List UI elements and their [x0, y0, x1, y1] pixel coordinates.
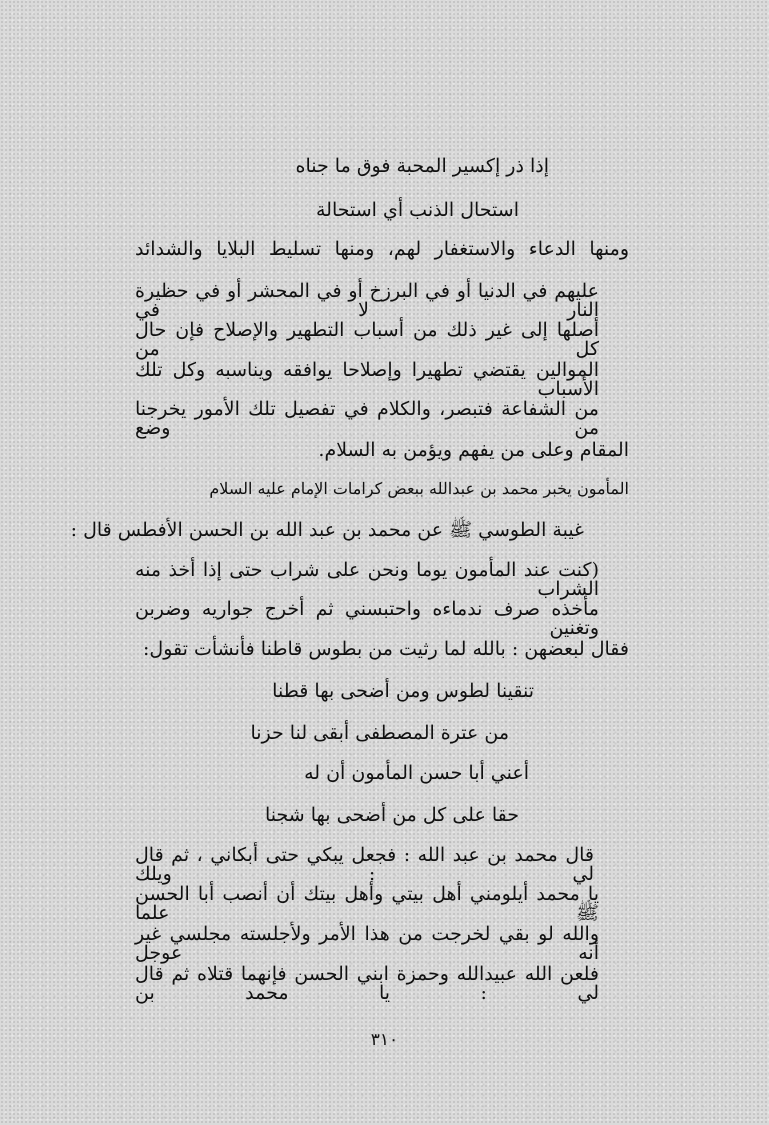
poem-verse-3: أعني أبا حسن المأمون أن له [304, 762, 529, 784]
text-line-21: فلعن الله عبيدالله وحمزة ابني الحسن فإنهما قتلاه ثم قال لي : يا محمد بن [135, 963, 599, 1004]
text-line-1: إذا ذر إكسير المحبة فوق ما جناه [295, 155, 549, 177]
text-line-7: من الشفاعة فتبصر، والكلام في تفصيل تلك الأمور يخرجنا من وضع [135, 398, 599, 439]
text-line-5: أصلها إلى غير ذلك من أسباب التطهير والإصلاح فإن حال كل من [135, 319, 599, 360]
page-number: ٣١٠ [370, 1030, 399, 1050]
text-line-3: ومنها الدعاء والاستغفار لهم، ومنها تسليط البلايا والشدائد [135, 238, 629, 260]
poem-verse-4: حقا على كل من أضحى بها شجنا [265, 804, 519, 826]
text-line-10: غيبة الطوسي ﷺ عن محمد بن عبد الله بن الحسن الأفطس قال : [70, 519, 584, 541]
poem-verse-1: تنقينا لطوس ومن أضحى بها قطنا [272, 680, 534, 702]
section-heading: المأمون يخبر محمد بن عبدالله ببعض كرامات الإمام عليه السلام [209, 479, 629, 498]
text-line-6: الموالين يقتضي تطهيرا وإصلاحا يوافقه ويناسبه وكل تلك الأسباب [135, 359, 599, 400]
text-line-19: يا محمد أيلومني أهل بيتي وأهل بيتك أن أنصب أبا الحسن ﷺ علما [135, 883, 599, 924]
text-line-13: فقال لبعضهن : بالله لما رثيت من بطوس قاطنا فأنشأت تقول: [143, 638, 629, 660]
text-line-12: مأخذه صرف ندماءه واحتبسني ثم أخرج جواريه وضربن وتغنين [135, 598, 599, 639]
text-line-8: المقام وعلى من يفهم ويؤمن به السلام. [318, 439, 629, 461]
text-line-18: قال محمد بن عبد الله : فجعل يبكي حتى أبكاني ، ثم قال لي : ويلك [135, 844, 594, 885]
text-line-4: عليهم في الدنيا أو في البرزخ أو في المحشر أو في حظيرة النار لا في [135, 280, 599, 321]
text-line-2: استحال الذنب أي استحالة [315, 199, 519, 221]
text-line-20: والله لو بقي لخرجت من هذا الأمر ولأجلسته مجلسي غير أنه عوجل [135, 923, 599, 964]
text-line-11: (كنت عند المأمون يوما ونحن على شراب حتى إذا أخذ منه الشراب [135, 559, 599, 600]
poem-verse-2: من عترة المصطفى أبقى لنا حزنا [250, 722, 509, 744]
